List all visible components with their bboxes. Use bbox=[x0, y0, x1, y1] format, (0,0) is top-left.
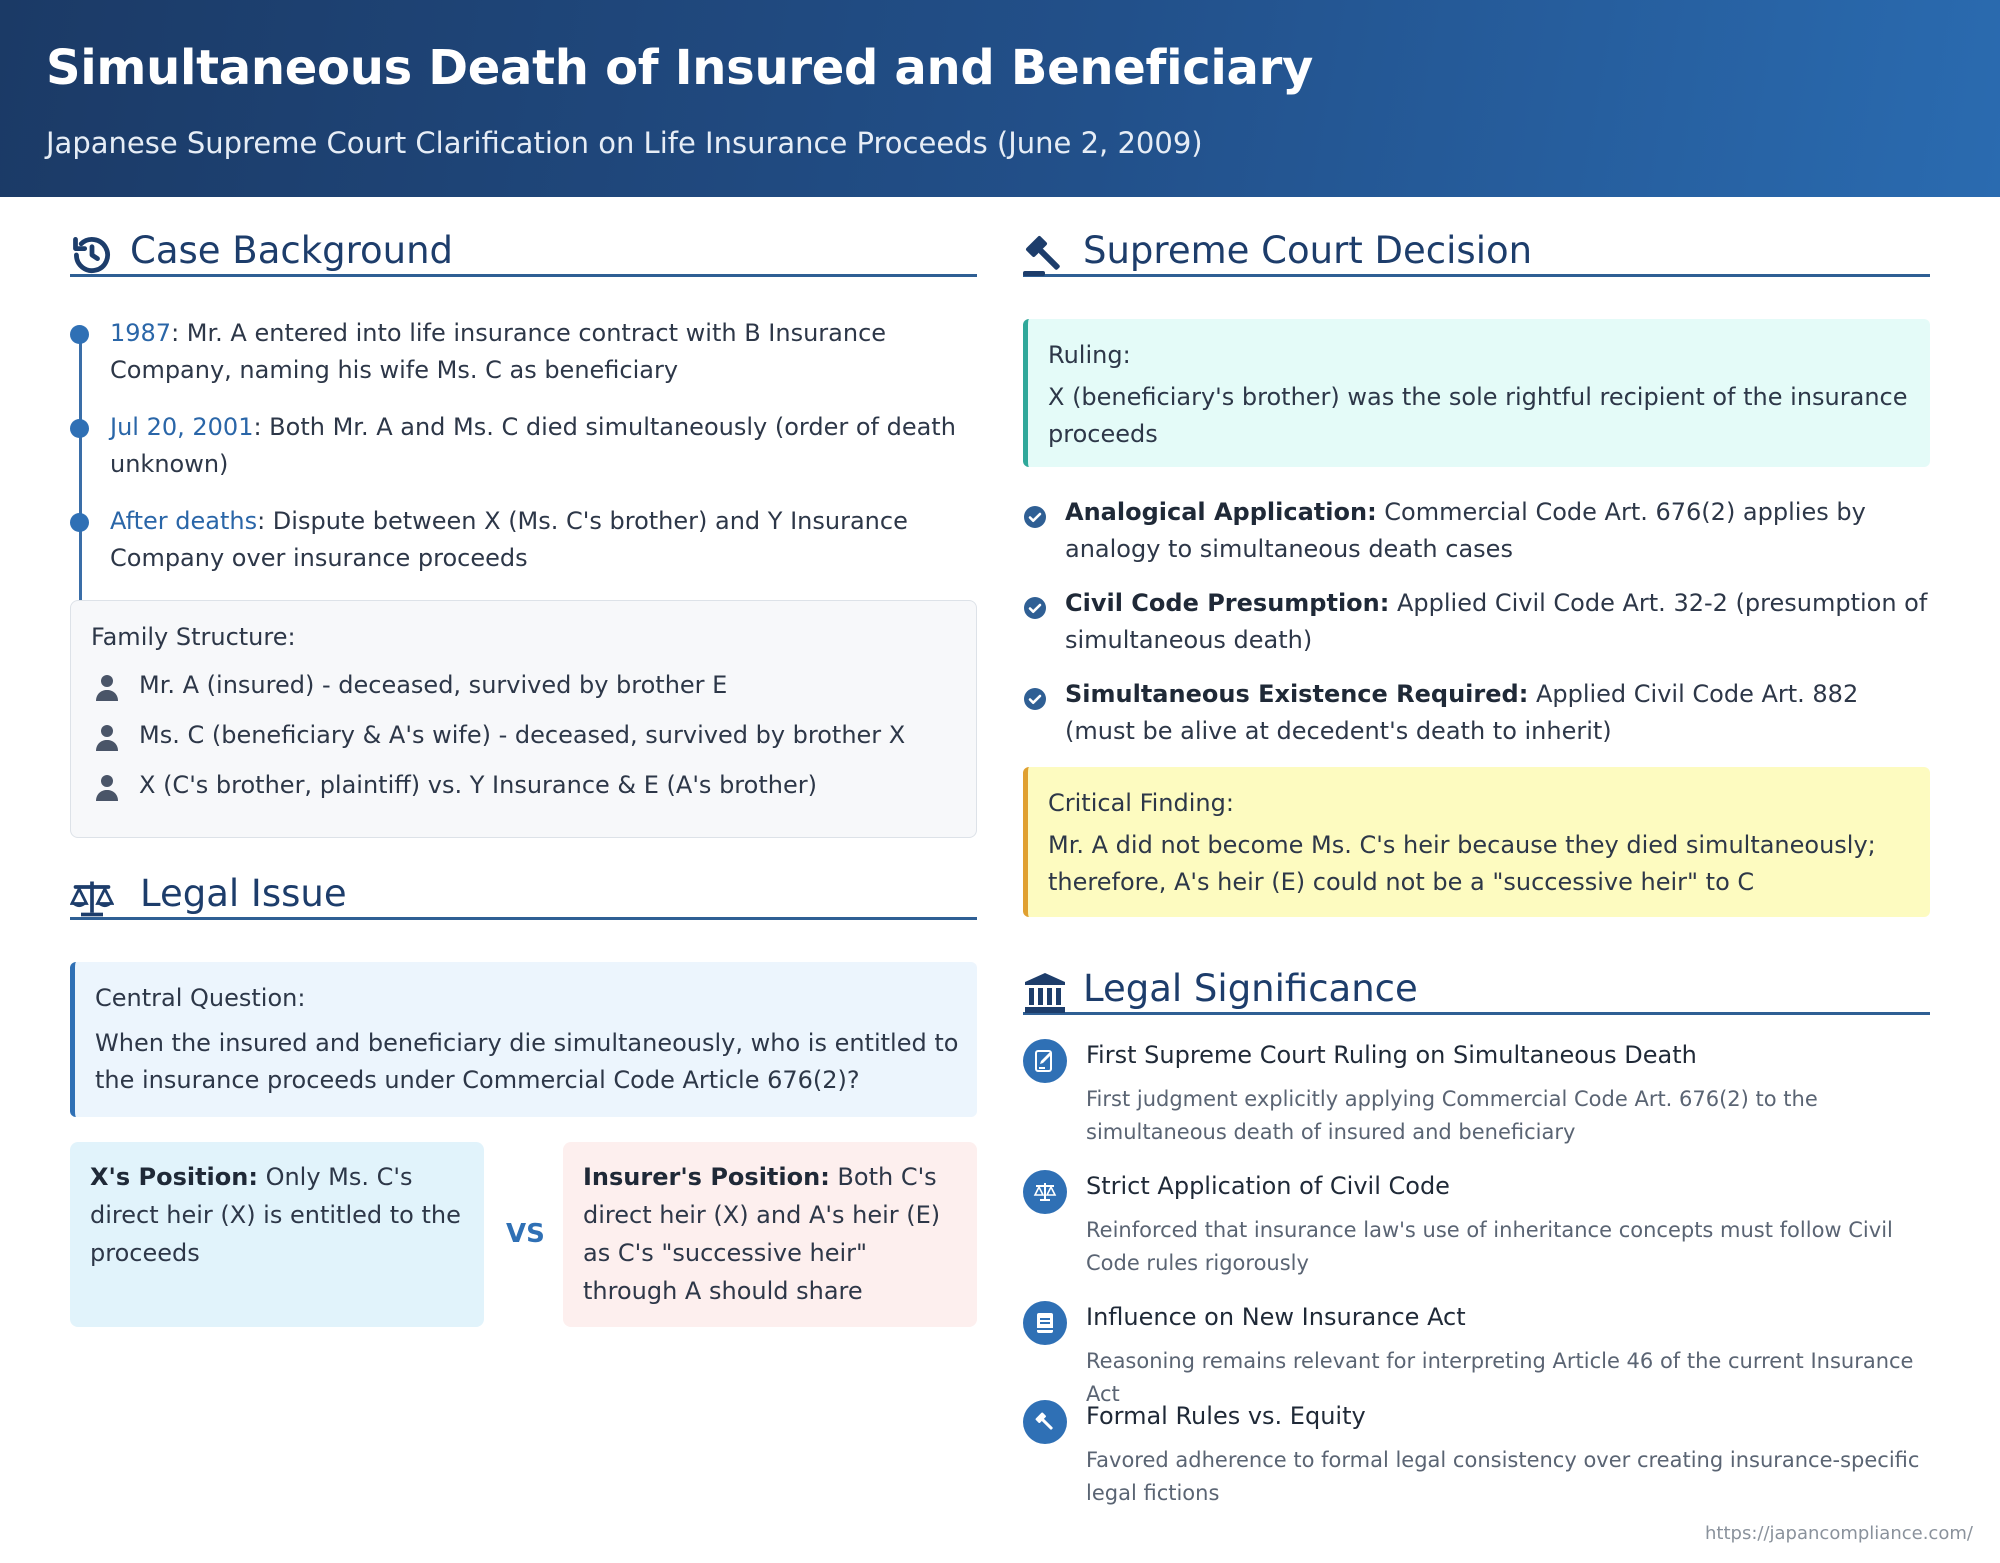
timeline-item bbox=[110, 315, 980, 389]
check-circle-icon bbox=[1023, 503, 1047, 527]
user-icon bbox=[95, 724, 119, 752]
decision-header bbox=[1023, 197, 1930, 277]
gavel-icon bbox=[1023, 233, 1067, 277]
case-background-header bbox=[70, 197, 977, 277]
timeline-dot bbox=[70, 419, 89, 438]
user-icon bbox=[95, 674, 119, 702]
significance-title: Strict Application of Civil Code bbox=[1086, 1172, 1450, 1200]
document-sign-icon bbox=[1023, 1039, 1067, 1083]
insurer-position-box bbox=[563, 1142, 977, 1327]
timeline-text: : Both Mr. A and Ms. C died simultaneously (order of death unknown) bbox=[110, 413, 956, 478]
family-member bbox=[95, 669, 955, 709]
significance-desc: Reinforced that insurance law's use of inheritance concepts must follow Civil Code rules rigorously bbox=[1086, 1218, 1893, 1275]
timeline-date: 1987 bbox=[110, 319, 172, 347]
significance-header bbox=[1023, 935, 1930, 1015]
case-background-heading: Case Background bbox=[130, 229, 454, 272]
significance-title: First Supreme Court Ruling on Simultaneous Death bbox=[1086, 1041, 1697, 1069]
decision-heading: Supreme Court Decision bbox=[1083, 229, 1533, 272]
ruling-box bbox=[1023, 319, 1930, 467]
decision-point-body: Applied Civil Code Art. 882 (must be alive at decedent's death to inherit) bbox=[1065, 680, 1859, 745]
significance-title: Influence on New Insurance Act bbox=[1086, 1303, 1466, 1331]
family-member-text: Mr. A (insured) - deceased, survived by brother E bbox=[139, 671, 728, 699]
ruling-title: Ruling: bbox=[1048, 341, 1131, 369]
timeline-text: : Dispute between X (Ms. C's brother) and Y Insurance Company over insurance proceeds bbox=[110, 507, 908, 572]
critical-finding-box bbox=[1023, 767, 1930, 917]
check-circle-icon bbox=[1023, 594, 1047, 618]
x-position-body: Only Ms. C's direct heir (X) is entitled to the proceeds bbox=[90, 1163, 461, 1267]
family-member-text: Ms. C (beneficiary & A's wife) - deceased, survived by brother X bbox=[139, 721, 906, 749]
x-position-text bbox=[90, 1158, 475, 1272]
insurer-position-label: Insurer's Position: bbox=[583, 1163, 830, 1191]
timeline-dot bbox=[70, 325, 89, 344]
insurer-position-text bbox=[583, 1158, 968, 1310]
central-question-box bbox=[70, 962, 977, 1117]
decision-point-text bbox=[1065, 494, 1930, 568]
user-icon bbox=[95, 774, 119, 802]
page-header bbox=[0, 0, 2000, 197]
legal-issue-heading: Legal Issue bbox=[140, 872, 347, 915]
timeline-item bbox=[110, 409, 980, 483]
family-structure-title: Family Structure: bbox=[91, 623, 296, 651]
significance-desc: Reasoning remains relevant for interpreting Article 46 of the current Insurance Act bbox=[1086, 1349, 1914, 1406]
timeline-item bbox=[110, 503, 980, 577]
timeline-date: After deaths bbox=[110, 507, 258, 535]
timeline-date: Jul 20, 2001 bbox=[110, 413, 254, 441]
ruling-text: X (beneficiary's brother) was the sole rightful recipient of the insurance proceeds bbox=[1048, 383, 1908, 448]
timeline-text: : Mr. A entered into life insurance contract with B Insurance Company, naming his wife Ms. C as beneficiary bbox=[110, 319, 887, 384]
insurer-position-body: Both C's direct heir (X) and A's heir (E) as C's "successive heir" through A should share bbox=[583, 1163, 941, 1305]
significance-desc: First judgment explicitly applying Commercial Code Art. 676(2) to the simultaneous death of insured and beneficiary bbox=[1086, 1087, 1818, 1144]
scale-icon bbox=[1023, 1170, 1067, 1214]
page-title: Simultaneous Death of Insured and Beneficiary bbox=[46, 40, 1314, 96]
decision-point-text bbox=[1065, 676, 1930, 750]
central-question-title: Central Question: bbox=[95, 984, 306, 1012]
critical-finding-text: Mr. A did not become Ms. C's heir because they died simultaneously; therefore, A's heir (E) could not be a "successive heir" to C bbox=[1048, 831, 1876, 896]
scale-icon bbox=[70, 876, 114, 920]
legal-issue-header bbox=[70, 840, 977, 920]
significance-title: Formal Rules vs. Equity bbox=[1086, 1402, 1366, 1430]
page-subtitle: Japanese Supreme Court Clarification on Life Insurance Proceeds (June 2, 2009) bbox=[46, 126, 1203, 160]
check-circle-icon bbox=[1023, 685, 1047, 709]
timeline-dot bbox=[70, 513, 89, 532]
family-member bbox=[95, 769, 955, 809]
book-icon bbox=[1023, 1301, 1067, 1345]
timeline-line bbox=[79, 335, 82, 601]
x-position-box bbox=[70, 1142, 484, 1327]
decision-point-label: Simultaneous Existence Required: bbox=[1065, 680, 1529, 708]
gavel-icon bbox=[1023, 1400, 1067, 1444]
decision-point-label: Civil Code Presumption: bbox=[1065, 589, 1390, 617]
decision-point-body: Commercial Code Art. 676(2) applies by analogy to simultaneous death cases bbox=[1065, 498, 1866, 563]
history-icon bbox=[70, 233, 114, 277]
family-structure-box bbox=[70, 600, 977, 838]
family-member-text: X (C's brother, plaintiff) vs. Y Insurance & E (A's brother) bbox=[139, 771, 817, 799]
family-member bbox=[95, 719, 955, 759]
decision-point-body: Applied Civil Code Art. 32-2 (presumption of simultaneous death) bbox=[1065, 589, 1928, 654]
significance-heading: Legal Significance bbox=[1083, 967, 1418, 1010]
vs-label: VS bbox=[506, 1219, 545, 1249]
central-question-text: When the insured and beneficiary die simultaneously, who is entitled to the insurance proceeds under Commercial Code Article 676(2)? bbox=[95, 1029, 959, 1094]
critical-finding-title: Critical Finding: bbox=[1048, 789, 1234, 817]
footer-url: https://japancompliance.com/ bbox=[1705, 1523, 1973, 1544]
x-position-label: X's Position: bbox=[90, 1163, 258, 1191]
significance-desc: Favored adherence to formal legal consistency over creating insurance-specific legal fictions bbox=[1086, 1448, 1920, 1505]
decision-point-label: Analogical Application: bbox=[1065, 498, 1377, 526]
landmark-icon bbox=[1023, 971, 1067, 1015]
decision-point-text bbox=[1065, 585, 1930, 659]
